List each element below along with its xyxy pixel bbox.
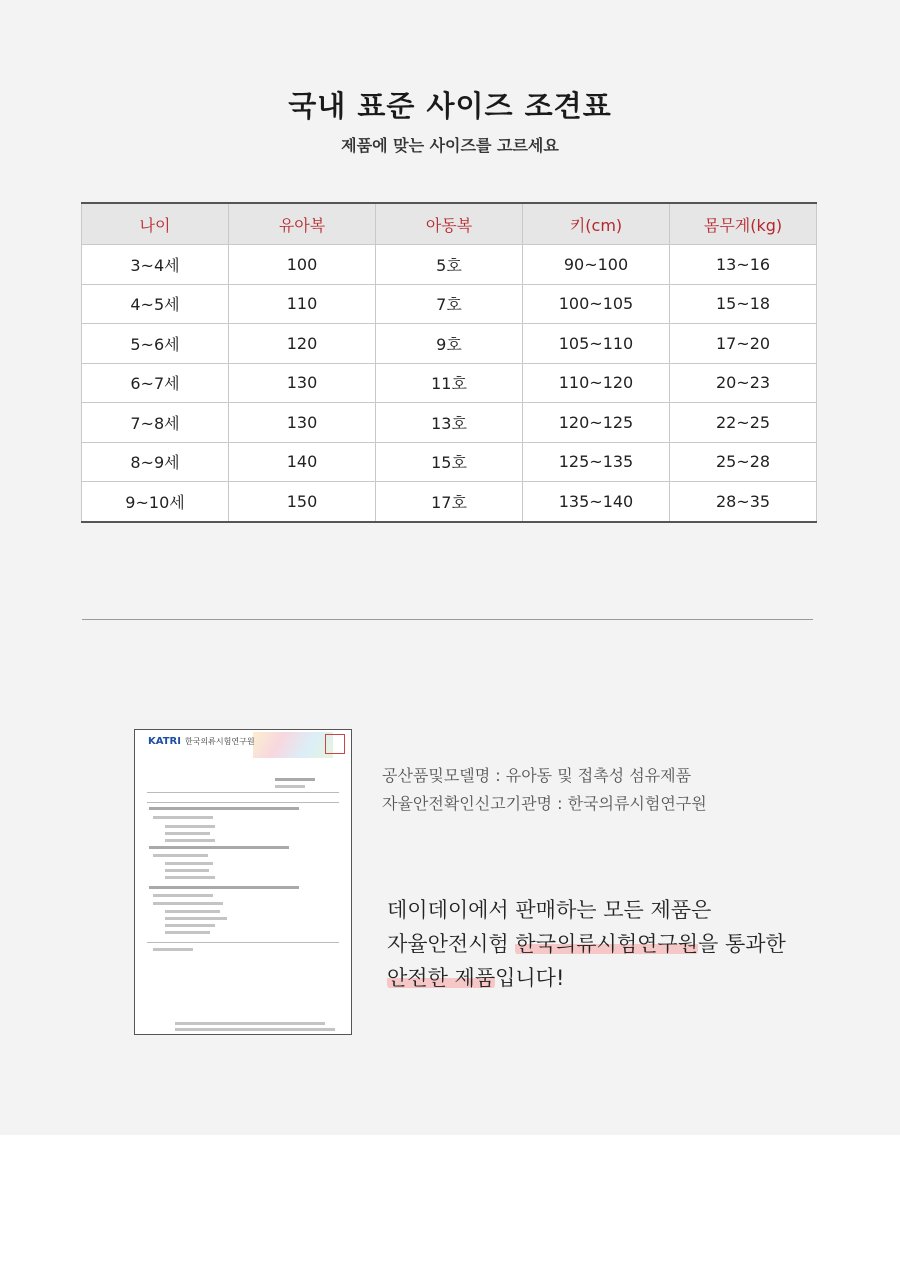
table-cell: 4~5세 <box>82 284 229 324</box>
table-cell: 8~9세 <box>82 442 229 482</box>
table-cell: 25~28 <box>670 442 817 482</box>
table-cell: 9호 <box>376 324 523 364</box>
certificate-text-line <box>149 807 299 810</box>
certificate-org-name: 한국의류시험연구원 <box>185 737 255 746</box>
table-cell: 17호 <box>376 482 523 522</box>
certificate-text-line <box>165 910 220 913</box>
claim-line-1: 데이데이에서 판매하는 모든 제품은 <box>387 898 712 922</box>
page-subtitle: 제품에 맞는 사이즈를 고르세요 <box>341 136 559 155</box>
table-cell: 5호 <box>376 245 523 285</box>
certificate-text-line <box>165 825 215 828</box>
table-cell: 100 <box>229 245 376 285</box>
claim-line-3-suffix: 입니다! <box>495 966 565 990</box>
column-header-infant-size: 유아복 <box>229 203 376 245</box>
certificate-text-line <box>175 1022 325 1025</box>
table-cell: 9~10세 <box>82 482 229 522</box>
table-cell: 20~23 <box>670 363 817 403</box>
table-cell: 130 <box>229 403 376 443</box>
katri-logo-text: KATRI <box>148 736 181 747</box>
claim-line-3 <box>387 961 786 995</box>
certificate-text-line <box>165 832 210 835</box>
table-cell: 13호 <box>376 403 523 443</box>
table-cell: 28~35 <box>670 482 817 522</box>
table-cell: 17~20 <box>670 324 817 364</box>
table-cell: 120 <box>229 324 376 364</box>
table-cell: 7~8세 <box>82 403 229 443</box>
table-cell: 110~120 <box>523 363 670 403</box>
certificate-text-line <box>149 846 289 849</box>
certificate-text-line <box>165 924 215 927</box>
size-chart-table <box>81 202 817 523</box>
table-cell: 5~6세 <box>82 324 229 364</box>
page-title: 국내 표준 사이즈 조견표 <box>288 89 612 123</box>
certificate-text-line <box>165 917 227 920</box>
table-row <box>82 284 817 324</box>
claim-line-2-prefix: 자율안전시험 <box>387 932 516 956</box>
table-cell: 90~100 <box>523 245 670 285</box>
certificate-decoration <box>253 732 333 758</box>
test-certificate-image <box>134 729 352 1035</box>
certificate-text-line <box>149 886 299 889</box>
table-row <box>82 245 817 285</box>
table-cell: 7호 <box>376 284 523 324</box>
claim-line-2-suffix: 을 통과한 <box>697 932 786 956</box>
table-cell: 120~125 <box>523 403 670 443</box>
certificate-text-line <box>175 1028 335 1031</box>
table-header-row <box>82 203 817 245</box>
certificate-text-line <box>153 816 213 819</box>
certificate-text-line <box>275 785 305 788</box>
safety-claim <box>387 893 786 995</box>
table-cell: 110 <box>229 284 376 324</box>
certificate-rule <box>147 792 339 793</box>
column-header-weight: 몸무게(kg) <box>670 203 817 245</box>
claim-line-2 <box>387 927 786 961</box>
table-row <box>82 482 817 522</box>
claim-highlight-agency: 한국의류시험연구원 <box>515 932 698 956</box>
column-header-age: 나이 <box>82 203 229 245</box>
table-cell: 6~7세 <box>82 363 229 403</box>
product-model-line: 공산품및모델명 : 유아동 및 접촉성 섬유제품 <box>382 766 692 785</box>
certificate-text-line <box>275 778 315 781</box>
certificate-text-line <box>165 876 215 879</box>
certificate-text-line <box>165 869 209 872</box>
table-cell: 11호 <box>376 363 523 403</box>
table-cell: 100~105 <box>523 284 670 324</box>
column-header-kids-size: 아동복 <box>376 203 523 245</box>
certificate-stamp-icon <box>325 734 345 754</box>
table-cell: 13~16 <box>670 245 817 285</box>
table-cell: 3~4세 <box>82 245 229 285</box>
table-cell: 130 <box>229 363 376 403</box>
section-divider <box>82 619 813 620</box>
table-cell: 125~135 <box>523 442 670 482</box>
table-cell: 15호 <box>376 442 523 482</box>
certificate-text-line <box>153 894 213 897</box>
table-row <box>82 403 817 443</box>
column-header-height: 키(cm) <box>523 203 670 245</box>
certificate-rule <box>147 942 339 943</box>
certificate-rule <box>147 802 339 803</box>
table-cell: 135~140 <box>523 482 670 522</box>
table-cell: 150 <box>229 482 376 522</box>
table-cell: 105~110 <box>523 324 670 364</box>
product-info <box>382 762 707 818</box>
table-row <box>82 324 817 364</box>
table-cell: 22~25 <box>670 403 817 443</box>
table-row <box>82 442 817 482</box>
certificate-text-line <box>153 854 208 857</box>
katri-logo <box>148 736 181 747</box>
certificate-text-line <box>165 931 210 934</box>
certificate-text-line <box>153 948 193 951</box>
certificate-text-line <box>165 839 215 842</box>
table-row <box>82 363 817 403</box>
claim-highlight-safe-product: 안전한 제품 <box>387 966 496 990</box>
certificate-text-line <box>153 902 223 905</box>
certifying-agency-line: 자율안전확인신고기관명 : 한국의류시험연구원 <box>382 794 707 813</box>
table-cell: 140 <box>229 442 376 482</box>
certificate-text-line <box>165 862 213 865</box>
table-cell: 15~18 <box>670 284 817 324</box>
